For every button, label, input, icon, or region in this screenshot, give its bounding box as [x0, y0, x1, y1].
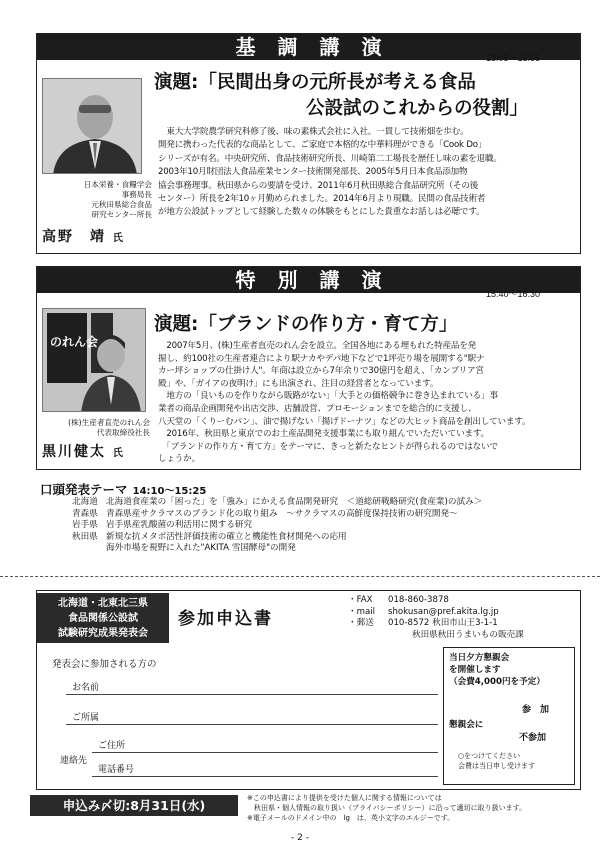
party-line: （会費4,000円を予定）	[449, 677, 545, 687]
org-line: 元秋田県総合食品	[91, 200, 152, 209]
special-bio	[158, 340, 576, 466]
special-title: 演題:「ブランドの作り方・育て方」	[154, 314, 458, 335]
person-silhouette-icon	[43, 79, 142, 174]
party-line: を開催します	[449, 665, 501, 675]
oral-time: 14:10～15:25	[132, 486, 207, 497]
mail-address: shokusan@pref.akita.lg.jp	[388, 606, 499, 617]
special-speaker-org	[36, 418, 150, 438]
oral-row	[72, 532, 582, 544]
oral-title: 新規な抗メタボ活性評価技術の確立と機能性食材開発への応用	[106, 531, 347, 542]
speaker-suffix: 氏	[112, 233, 123, 244]
oral-pref: 秋田県	[72, 531, 98, 542]
bio-line: 「ブランドの作り方・育て方」をテーマに、きっと新たなヒントが得られるのではないで	[158, 441, 498, 452]
fax-label: ・FAX	[348, 595, 373, 605]
org-line: 日本栄養・食糧学会	[83, 180, 152, 189]
noren-photo-icon	[43, 309, 146, 412]
bio-line: 地方の「良いものを作りながら販路がない」「大手との価格競争に巻き込まれている」事	[158, 391, 498, 402]
address-field[interactable]	[92, 752, 438, 753]
name-label: お名前	[72, 683, 100, 693]
oral-title: 北海道食産業の「困った」を「強み」にかえる食品開発研究 ＜道総研戦略研究(食産業)の試み＞	[106, 497, 483, 507]
oral-row	[72, 543, 582, 555]
keynote-title-line2: 公設試のこれからの役割」	[306, 98, 529, 119]
deadline-notes	[247, 793, 526, 823]
special-speaker-name	[42, 441, 123, 461]
bio-line: 東大大学院農学研究科修了後、味の素株式会社に入社。一貫して技術畑を歩む。	[158, 127, 469, 137]
bio-line: 業者の商品企画開発や出店交渉、店舗設営、プロモーションまでを総合的に支援し、	[158, 403, 477, 414]
bio-line: 殿」や、「ガイアの夜明け」にも出演され、注目の経営者となっています。	[158, 378, 439, 389]
attend-option[interactable]: 参 加	[522, 705, 550, 715]
bio-line: 2016年、秋田県と東京でのお土産品開発支援事業にも取り組んでいただいています。	[158, 429, 489, 440]
bio-line: カー坪ショップの仕掛け人"。年商は設立から7年余りで30億円を超え、「カンブリア宮	[158, 366, 484, 377]
oral-row	[72, 520, 582, 532]
affiliation-field[interactable]	[66, 724, 438, 725]
bio-line: 協会事務理事。秋田県からの要請を受け、2011年6月秋田県総合食品研究所（その後	[158, 180, 479, 191]
note-line: ※電子メールのドメイン中の lg は、英小文字のエルジーです。	[247, 814, 455, 822]
keynote-speaker-org	[38, 180, 152, 220]
event-line: 食品関係公設試	[68, 613, 138, 624]
keynote-title-line1: 演題:「民間出身の元所長が考える食品	[154, 72, 476, 93]
speaker-suffix: 氏	[112, 448, 123, 459]
party-info	[449, 652, 545, 688]
event-line: 試験研究成果発表会	[58, 628, 148, 639]
bio-line: 開発に携わった代表的な商品として、ご家庭で本格的な中華料理ができる「Cook Do」	[158, 140, 487, 151]
org-line: 代表取締役社長	[96, 428, 150, 437]
cut-line	[0, 576, 600, 577]
fax-line	[348, 595, 524, 607]
bio-line: 2007年5月、(株)生産者直売のれん会を設立。全国各地にある埋もれた特産品を発	[158, 341, 477, 351]
note-line: ○をつけてください	[458, 752, 521, 760]
oral-title: 青森県産サクラマスのブランド化の取り組み ～サクラマスの高鮮度保持技術の研究開発～	[106, 508, 458, 519]
post-address: 010-8572 秋田市山王3-1-1	[388, 618, 498, 628]
post-dept: 秋田県秋田うまいもの販売課	[412, 629, 524, 640]
bio-line: シリーズが有名。中央研究所、食品技術研究所長、川崎第二工場長を歴任し味の素を退職。	[158, 153, 502, 164]
phone-label: 電話番号	[98, 765, 135, 775]
attendee-heading: 発表会に参加される方の	[52, 659, 157, 670]
not-attend-option[interactable]: 不参加	[519, 733, 547, 743]
form-heading: 参加申込書	[178, 609, 273, 629]
speaker-name: 高野 靖	[42, 229, 106, 245]
org-line: 研究センター所長	[91, 210, 152, 219]
note-line: 秋田県・個人情報の取り扱い（プライバシーポリシー）に沿って適切に取り扱います。	[247, 804, 527, 812]
bio-line: 2003年10月財団法人食品産業センター技術開発部長、2005年5月日本食品添加物	[158, 167, 468, 178]
event-line: 北海道・北東北三県	[58, 598, 148, 609]
keynote-heading: 基調講演	[37, 34, 580, 60]
event-name-box	[37, 593, 169, 643]
phone-field[interactable]	[92, 776, 438, 777]
special-heading: 特別講演	[37, 267, 580, 293]
party-question: 懇親会に	[449, 720, 484, 730]
oral-title: 岩手県産乳酸菌の利活用に関する研究	[106, 520, 253, 530]
page-number: - 2 -	[291, 833, 309, 843]
oral-pref: 岩手県	[72, 520, 98, 530]
affiliation-label: ご所属	[72, 713, 100, 723]
oral-heading	[40, 479, 206, 498]
contact-methods	[348, 595, 524, 641]
oral-pref: 北海道	[72, 497, 98, 507]
oral-pref: 青森県	[72, 508, 98, 519]
post-line	[348, 618, 524, 630]
keynote-bio	[158, 126, 576, 220]
name-field[interactable]	[66, 694, 438, 695]
oral-list	[72, 497, 582, 555]
oral-title: 海外市場を視野に入れた"AKITA 雪国酵母"の開発	[106, 543, 296, 553]
note-line: ※この申込書により提供を受けた個人に関する情報については	[247, 794, 442, 802]
speaker-name: 黒川健太	[42, 444, 106, 460]
keynote-time: 13:05～13:55	[486, 53, 541, 63]
oral-heading-text: 口頭発表テーマ	[40, 482, 128, 497]
mail-label: ・mail	[348, 606, 376, 617]
oral-row	[72, 497, 582, 509]
bio-line: 八天堂の「くりーむパン」、油で揚げない「揚げドーナツ」などの大ヒット商品を創出しています。	[158, 416, 531, 427]
circle-note	[458, 752, 535, 771]
keynote-speaker-photo	[42, 78, 142, 174]
address-label: ご住所	[98, 741, 126, 751]
org-line: (株)生産者直売のれん会	[68, 418, 150, 427]
contact-label: 連絡先	[60, 756, 88, 766]
fax-number: 018-860-3878	[388, 595, 449, 605]
oral-row	[72, 509, 582, 521]
bio-line: 掘し、約100社の生産者連合により駅ナカやデパ地下などで1坪売り場を展開する"駅ナ	[158, 353, 485, 364]
bio-line: しょうか。	[158, 454, 200, 465]
bio-line: センター）所長を2年10ヶ月勤められました。2014年6月より現職。民間の食品技術者	[158, 194, 486, 205]
special-speaker-photo	[42, 308, 146, 412]
deadline-box: 申込み〆切:8月31日(水)	[30, 795, 238, 816]
note-line: 会費は当日申し受けます	[458, 761, 535, 770]
noren-sign: のれん会	[50, 335, 99, 349]
party-line: 当日夕方懇親会	[449, 653, 510, 663]
special-time: 15:40～16:30	[486, 289, 541, 299]
keynote-speaker-name	[42, 226, 123, 246]
org-line: 事務局長	[121, 190, 152, 199]
post-label: ・郵送	[348, 618, 374, 628]
mail-line	[348, 607, 524, 619]
bio-line: が地方公設試トップとして経験した数々の体験をもとにした貴重なお話しは必聴です。	[158, 207, 485, 218]
